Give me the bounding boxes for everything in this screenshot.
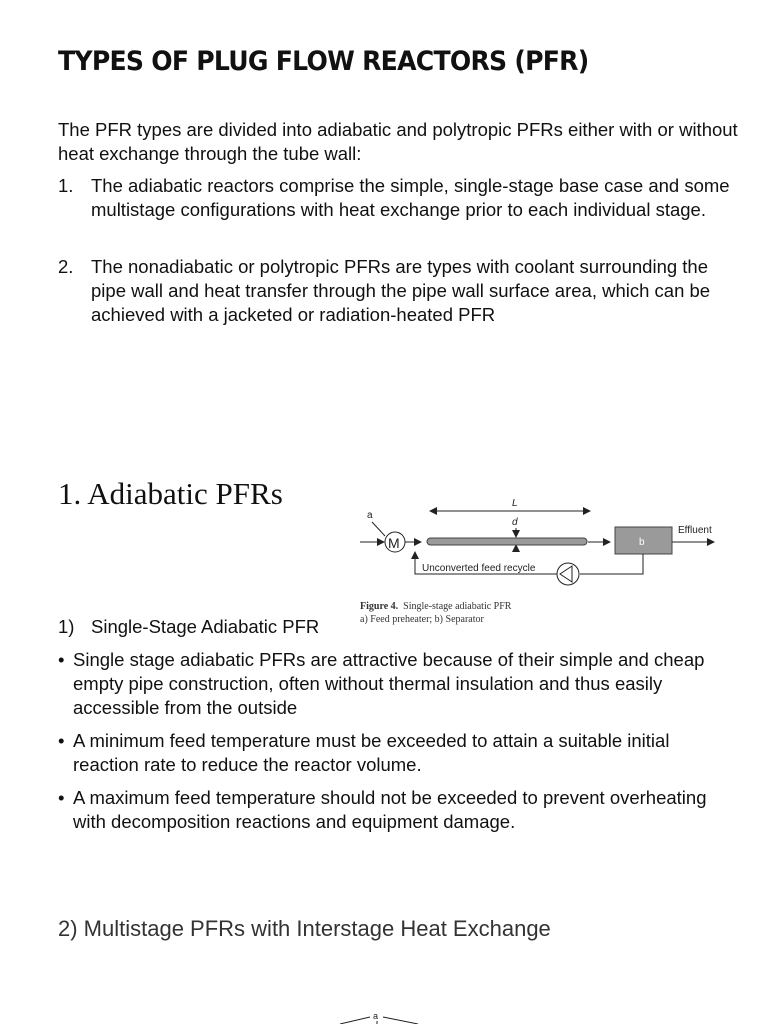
multistage-diagram-fragment <box>330 1005 430 1024</box>
bullet-icon: • <box>58 730 65 751</box>
intro-paragraph: The PFR types are divided into adiabatic and polytropic PFRs either with or without heat exchange through the tube wall: <box>58 119 738 164</box>
bullet-item <box>58 648 718 720</box>
subsection-heading <box>58 616 319 638</box>
label-b: b <box>639 537 645 548</box>
page-title: TYPES OF PLUG FLOW REACTORS (PFR) <box>58 46 589 77</box>
list-text: The adiabatic reactors comprise the simple, single-stage base case and some multistage configurations with heat exchange prior to each individual stage. <box>91 175 730 220</box>
subsection-number: 1) <box>58 616 75 637</box>
bullet-text: A maximum feed temperature should not be exceeded to prevent overheating with decomposition reactions and equipment damage. <box>73 787 707 832</box>
label-recycle: Unconverted feed recycle <box>422 563 536 574</box>
list-item <box>58 174 738 222</box>
caption-line2: a) Feed preheater; b) Separator <box>360 614 484 625</box>
bullet-text: Single stage adiabatic PFRs are attractive because of their simple and cheap empty pipe construction, often without thermal insulation and thus easily accessible from the outside <box>73 649 705 718</box>
figure-caption <box>360 600 620 626</box>
label-M: M <box>388 535 400 551</box>
bullet-icon: • <box>58 787 65 808</box>
section-heading: 1. Adiabatic PFRs <box>58 476 283 511</box>
section-heading: 2) Multistage PFRs with Interstage Heat Exchange <box>58 916 551 941</box>
list-number: 1. <box>58 175 74 196</box>
list-number: 2. <box>58 256 74 277</box>
subsection-title: Single-Stage Adiabatic PFR <box>91 616 320 637</box>
caption-label: Figure 4. <box>360 601 399 612</box>
label-a: a <box>373 1011 379 1021</box>
bullet-item <box>58 786 718 834</box>
bullet-item <box>58 729 718 777</box>
label-L: L <box>512 498 518 509</box>
bullet-icon: • <box>58 649 65 670</box>
bullet-text: A minimum feed temperature must be exceeded to attain a suitable initial reaction rate to reduce the reactor volume. <box>73 730 670 775</box>
label-effluent: Effluent <box>678 525 712 536</box>
label-d: d <box>512 517 518 528</box>
label-a: a <box>367 510 373 521</box>
list-text: The nonadiabatic or polytropic PFRs are types with coolant surrounding the pipe wall and heat transfer through the pipe wall surface area, which can be achieved with a jacketed or radiation-heated PFR <box>91 256 711 325</box>
caption-title: Single-stage adiabatic PFR <box>403 601 512 612</box>
reactor-tube <box>427 538 587 545</box>
list-item <box>58 255 738 327</box>
